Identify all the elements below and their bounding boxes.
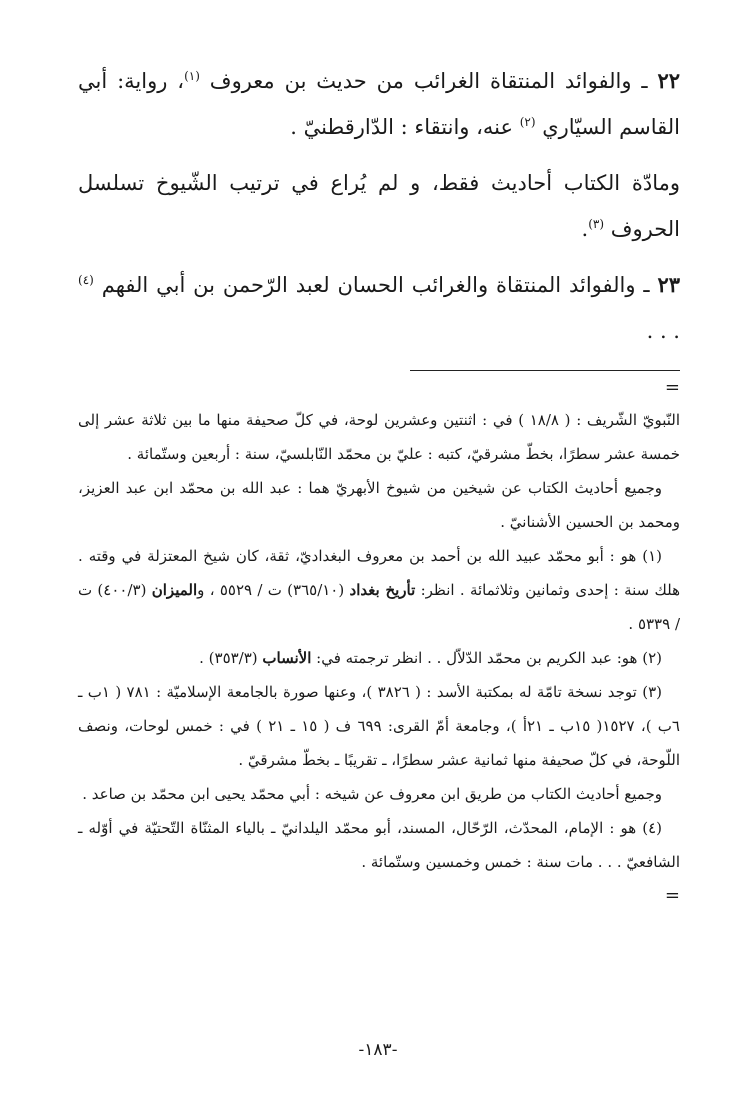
- entry-number: ٢٣: [657, 272, 680, 297]
- footnote-continued: النّبويّ الشّريف : ( ١٨/٨ ) في : اثنتين وعشرين لوحة، في كلّ صحيفة منها ما بين ثلاثة عشر إلى خمسة عشر سطرًا، بخطّ مشرقيّ، كتبه : عليّ بن محمّد النّابلسيّ، سنة : أربعين وستّمائة .: [78, 411, 680, 463]
- footnote-ref: (٢): [519, 115, 536, 129]
- footnote-paragraph: وجميع أحاديث الكتاب عن شيخين من شيوخ الأبهريّ هما : عبد الله بن محمّد ابن عبد العزيز، ومحمد بن الحسين الأشنانيّ .: [78, 479, 680, 531]
- entry-text: ـ والفوائد المنتقاة والغرائب الحسان لعبد الرّحمن بن أبي الفهم: [93, 273, 658, 297]
- entry-22: [78, 58, 680, 150]
- entry-number: ٢٢: [657, 68, 680, 93]
- page-number: -١٨٣-: [358, 1040, 398, 1060]
- entry-text: أبي القاسم السيّاري: [78, 69, 680, 139]
- continuation-mark: =: [664, 885, 680, 906]
- paragraph-text: .: [581, 217, 589, 241]
- footnote-divider: [410, 370, 680, 371]
- entry-23: [78, 262, 680, 354]
- footnote-1: (١) هو : أبو محمّد عبيد الله بن أحمد بن معروف البغداديّ، ثقة، كان شيخ المعتزلة في وقته . هلك سنة : إحدى وثمانين وثلاثمائة . انظر: تأريخ بغداد (٣٦٥/١٠) ت / ٥٥٢٩ ، والميزان (٤٠٠/٣) ت / ٥٣٣٩ .: [78, 547, 681, 633]
- footnote-ref: (١): [184, 69, 200, 83]
- source-title: تأريخ بغداد: [349, 581, 416, 599]
- entry-text: ، رواية:: [117, 69, 185, 93]
- paragraph: [78, 160, 680, 252]
- footnote-3: (٣) توجد نسخة تامّة له بمكتبة الأسد : ( ٣٨٢٦ )، وعنها صورة بالجامعة الإسلاميّة : ٧٨١ ( ١ب ـ ٦ب )، ١٥٢٧( ١٥ب ـ ٢١أ )، وجامعة أمّ القرى: ٦٩٩ ف ( ١٥ ـ ٢١ ) في : خمس لوحات، ونصف اللّوحة، في كلّ صحيفة منها ثمانية عشر سطرًا، ـ تقريبًا ـ بخطّ مشرقيّ .: [78, 683, 680, 769]
- footnote-2: (٢) هو: عبد الكريم بن محمّد الدّلاّل . . انظر ترجمته في: الأنساب (٣٥٣/٣) .: [199, 649, 662, 667]
- entry-text: عنه، وانتقاء : الدّارقطنيّ .: [290, 115, 520, 139]
- entry-text: ـ والفوائد المنتقاة الغرائب من حديث بن معروف: [199, 69, 658, 93]
- footnotes: [78, 403, 680, 879]
- footnote-4: (٤) هو : الإمام، المحدّث، الرّحّال، المسند، أبو محمّد اليلدانيّ ـ بالياء المثنّاة التّحتيّة في أوّله ـ الشافعيّ . . . مات سنة : خمس وخمسين وستّمائة .: [78, 819, 680, 871]
- footnote-ref: (٣): [588, 217, 605, 231]
- paragraph-text: ومادّة الكتاب أحاديث فقط، و لم يُراع في ترتيب الشّيوخ تسلسل الحروف: [78, 171, 680, 241]
- main-text: [78, 58, 680, 354]
- page-body: [78, 58, 680, 911]
- source-title: الميزان: [151, 581, 198, 599]
- footnote-ref: (٤): [78, 273, 94, 287]
- continuation-mark: =: [664, 377, 680, 398]
- source-title: الأنساب: [262, 649, 312, 667]
- entry-text: . . .: [646, 319, 680, 343]
- footnote-paragraph: وجميع أحاديث الكتاب من طريق ابن معروف عن شيخه : أبي محمّد يحيى ابن محمّد بن صاعد .: [82, 785, 662, 803]
